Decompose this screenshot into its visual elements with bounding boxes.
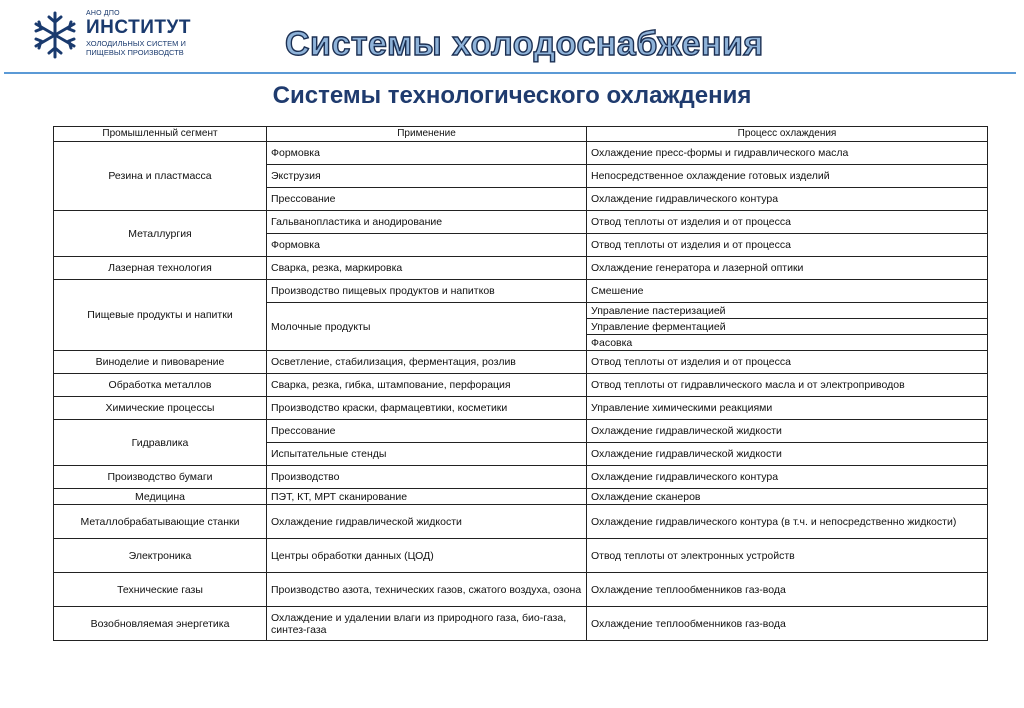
logo-subtitle-line-2: ПИЩЕВЫХ ПРОИЗВОДСТВ (86, 48, 184, 57)
process-cell: Охлаждение пресс-формы и гидравлического масла (587, 142, 988, 165)
logo-subtitle-line-1: ХОЛОДИЛЬНЫХ СИСТЕМ И (86, 39, 186, 48)
table-row (54, 420, 988, 443)
process-cell: Отвод теплоты от изделия и от процесса (587, 234, 988, 257)
application-cell: Прессование (267, 188, 587, 211)
table-row (54, 374, 988, 397)
application-cell: Экструзия (267, 165, 587, 188)
table-row (54, 539, 988, 573)
application-cell: Гальванопластика и анодирование (267, 211, 587, 234)
application-cell: Испытательные стенды (267, 443, 587, 466)
table-row (54, 489, 988, 505)
application-cell: Формовка (267, 142, 587, 165)
segment-cell: Электроника (54, 539, 267, 573)
application-cell: Центры обработки данных (ЦОД) (267, 539, 587, 573)
cooling-systems-table (53, 126, 988, 641)
application-cell: Производство пищевых продуктов и напитков (267, 280, 587, 303)
process-cell: Охлаждение теплообменников газ-вода (587, 607, 988, 641)
segment-cell: Производство бумаги (54, 466, 267, 489)
segment-cell: Технические газы (54, 573, 267, 607)
segment-cell: Гидравлика (54, 420, 267, 466)
application-cell: Охлаждение и удалении влаги из природного газа, био-газа, синтез-газа (267, 607, 587, 641)
table-row (54, 351, 988, 374)
process-cell: Отвод теплоты от изделия и от процесса (587, 211, 988, 234)
process-cell: Управление пастеризацией (587, 303, 988, 319)
segment-cell: Металлургия (54, 211, 267, 257)
logo (30, 8, 230, 63)
process-cell: Непосредственное охлаждение готовых изделий (587, 165, 988, 188)
segment-cell: Пищевые продукты и напитки (54, 280, 267, 351)
application-cell: ПЭТ, КТ, МРТ сканирование (267, 489, 587, 505)
table-row (54, 466, 988, 489)
segment-cell: Виноделие и пивоварение (54, 351, 267, 374)
process-cell: Охлаждение гидравлического контура (587, 188, 988, 211)
process-cell: Управление ферментацией (587, 319, 988, 335)
application-cell: Осветление, стабилизация, ферментация, розлив (267, 351, 587, 374)
table-row (54, 142, 988, 165)
process-cell: Фасовка (587, 335, 988, 351)
segment-cell: Возобновляемая энергетика (54, 607, 267, 641)
table-row (54, 505, 988, 539)
application-cell: Молочные продукты (267, 303, 587, 351)
logo-name: ИНСТИТУТ (86, 17, 191, 38)
segment-cell: Металлобрабатывающие станки (54, 505, 267, 539)
column-header-process: Процесс охлаждения (587, 127, 988, 142)
segment-cell: Химические процессы (54, 397, 267, 420)
table-header-row (54, 127, 988, 142)
process-cell: Отвод теплоты от электронных устройств (587, 539, 988, 573)
application-cell: Прессование (267, 420, 587, 443)
table-row (54, 257, 988, 280)
process-cell: Смешение (587, 280, 988, 303)
application-cell: Производство (267, 466, 587, 489)
application-cell: Формовка (267, 234, 587, 257)
table-row (54, 211, 988, 234)
table-row (54, 397, 988, 420)
process-cell: Охлаждение сканеров (587, 489, 988, 505)
segment-cell: Лазерная технология (54, 257, 267, 280)
column-header-application: Применение (267, 127, 587, 142)
table-row (54, 573, 988, 607)
header-divider (4, 72, 1016, 74)
logo-subtitle (86, 39, 246, 57)
process-cell: Охлаждение гидравлического контура (587, 466, 988, 489)
page-subtitle: Системы технологического охлаждения (272, 82, 752, 109)
application-cell: Сварка, резка, гибка, штампование, перфорация (267, 374, 587, 397)
logo-org: АНО ДПО (86, 10, 120, 17)
segment-cell: Резина и пластмасса (54, 142, 267, 211)
application-cell: Сварка, резка, маркировка (267, 257, 587, 280)
application-cell: Охлаждение гидравлической жидкости (267, 505, 587, 539)
process-cell: Охлаждение гидравлической жидкости (587, 443, 988, 466)
snowflake-icon (30, 10, 80, 60)
segment-cell: Медицина (54, 489, 267, 505)
page-title: Системы холодоснабжения (285, 25, 764, 63)
column-header-segment: Промышленный сегмент (54, 127, 267, 142)
process-cell: Управление химическими реакциями (587, 397, 988, 420)
process-cell: Отвод теплоты от изделия и от процесса (587, 351, 988, 374)
table-row (54, 280, 988, 303)
application-cell: Производство краски, фармацевтики, косметики (267, 397, 587, 420)
application-cell: Производство азота, технических газов, сжатого воздуха, озона (267, 573, 587, 607)
process-cell: Охлаждение гидравлической жидкости (587, 420, 988, 443)
process-cell: Охлаждение гидравлического контура (в т.ч. и непосредственно жидкости) (587, 505, 988, 539)
table-row (54, 607, 988, 641)
segment-cell: Обработка металлов (54, 374, 267, 397)
process-cell: Охлаждение теплообменников газ-вода (587, 573, 988, 607)
process-cell: Охлаждение генератора и лазерной оптики (587, 257, 988, 280)
process-cell: Отвод теплоты от гидравлического масла и от электроприводов (587, 374, 988, 397)
